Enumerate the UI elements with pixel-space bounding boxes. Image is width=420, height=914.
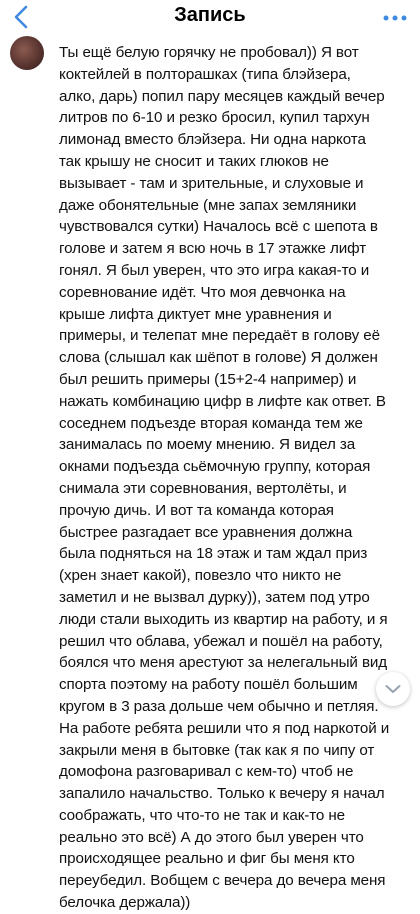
comment [59,42,391,914]
page-title: Запись [174,4,246,26]
more-button[interactable] [380,8,410,28]
scroll-down-button[interactable] [376,672,410,706]
chevron-down-icon [385,684,401,694]
avatar[interactable] [10,36,44,70]
comment-text: Ты ещё белую горячку не пробовал)) Я вот коктейлей в полторашках (типа блэйзера, алко, дарь) попил пару месяцев каждый вечер литров по 6-10 и резко бросил, купил тархун лимонад вместо блэйзера. Ни одна наркота так крышу не сносит и таких глюков не вызывает - там и зрительные, и слуховые и даже обонятельные (мне запах земляники чувствовался сутки) Началось всё с шепота в голове и затем я всю ночь в 17 этажке лифт гонял. Я был уверен, что это игра какая-то и соревнование идёт. Что моя девчонка на крыше лифта диктует мне уравнения и примеры, и телепат мне передаёт в голову её слова (слышал как шёпот в голове) Я должен был решить примеры (15+2-4 например) и нажать комбинацию цифр в лифте как ответ. В соседнем подъезде вторая команда тем же занималась по моему мнению. Я видел за окнами подъезда сьёмочную группу, которая снимала эти соревнования, вертолёты, и прочую дичь. И вот та команда которая быстрее разгадает все уравнения должна была подняться на 18 этаж и там ждал приз (хрен знает какой), повезло что никто не заметил и не вызвал дурку)), затем под утро люди стали выходить из квартир на работу, и я решил что облава, убежал и пошёл на работу, боялся что меня арестуют за нелегальный вид спорта поэтому на работу пошёл большим кругом в 3 раза дольше чем обычно и петляя. На работе ребята решили что я под наркотой и закрыли меня в бытовке (так как я по чипу от домофона разговаривал с кем-то) чтоб не запалило начальство. Только к вечеру я начал соображать, что что-то не так и как-то не реально это всё) А до этого был уверен что происходящее реально и фиг бы меня кто переубедил. Вобщем с вечера до вечера меня белочка держала)) [59,44,390,912]
header [0,0,420,34]
more-horizontal-icon [383,15,407,21]
